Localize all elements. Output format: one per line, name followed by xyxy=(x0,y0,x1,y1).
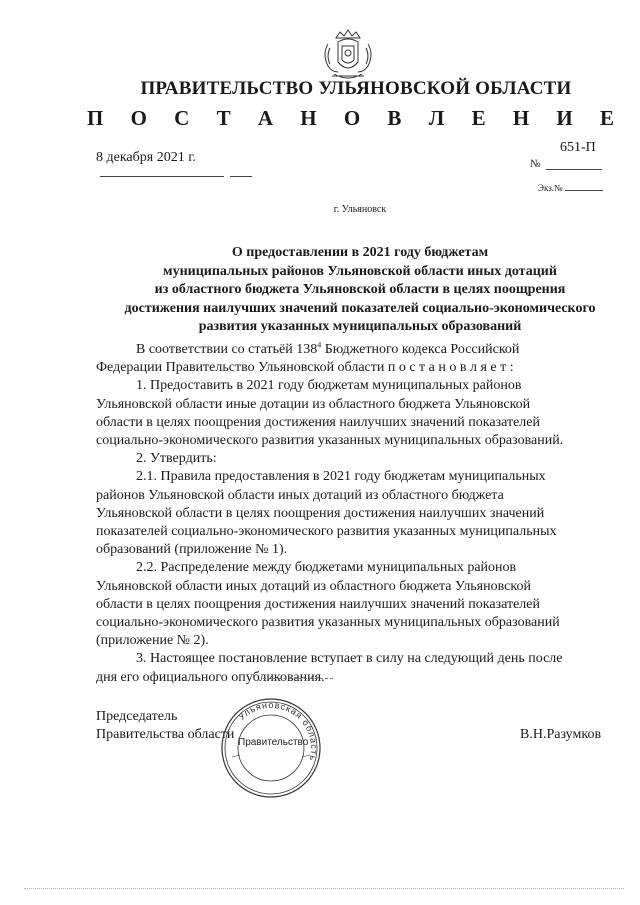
copy-underline xyxy=(565,190,603,191)
paragraph-line: районов Ульяновской области иных дотаций из областного бюджета xyxy=(96,487,504,503)
copy-label: Экз.№ xyxy=(538,183,563,193)
article-superscript: 4 xyxy=(317,340,322,350)
bottom-edge-dots xyxy=(24,888,624,891)
paragraph-line: дня его официального опубликования. xyxy=(96,669,325,685)
government-name: ПРАВИТЕЛЬСТВО УЛЬЯНОВСКОЙ ОБЛАСТИ xyxy=(140,78,572,99)
title-line: из областного бюджета Ульяновской области в целях поощрения xyxy=(154,282,566,297)
preamble-text xyxy=(136,341,519,359)
paragraph-line: 2. Утвердить: xyxy=(136,451,217,467)
paragraph-line: 1. Предоставить в 2021 году бюджетам муниципальных районов xyxy=(136,378,522,394)
svg-text:Ульяновская область: Ульяновская область xyxy=(236,699,320,763)
seal-center-text: Правительство xyxy=(238,737,309,748)
paragraph-line: Ульяновской области иных дотаций из областного бюджета Ульяновской xyxy=(96,578,531,594)
number-label: № xyxy=(530,158,541,170)
number-underline xyxy=(546,169,602,170)
paragraph-line: Ульяновской области иные дотации из областного бюджета Ульяновской xyxy=(96,396,531,412)
document-date: 8 декабря 2021 г. xyxy=(96,150,196,165)
title-line: достижения наилучших значений показателей социально-экономического xyxy=(124,300,596,316)
paragraph-line: образований (приложение № 1). xyxy=(96,542,288,558)
paragraph-line: области в целях поощрения достижения наилучших значений показателей xyxy=(96,596,540,612)
document-title xyxy=(80,244,640,337)
signer-name: В.Н.Разумков xyxy=(520,727,602,742)
title-line: развития указанных муниципальных образований xyxy=(198,319,522,334)
paragraph-line: (приложение № 2). xyxy=(96,633,209,649)
title-line: О предоставлении в 2021 году бюджетам xyxy=(231,245,489,260)
official-seal-icon xyxy=(220,697,322,799)
paragraph-line: 2.2. Распределение между бюджетами муниципальных районов xyxy=(136,560,517,576)
preamble-part: В соответствии со статьёй 138 xyxy=(136,342,318,357)
document-type: П О С Т А Н О В Л Е Н И Е xyxy=(86,106,625,130)
paragraph-line: 2.1. Правила предоставления в 2021 году бюджетам муниципальных xyxy=(136,469,546,485)
preamble-line: Федерации Правительство Ульяновской области п о с т а н о в л я е т : xyxy=(96,360,514,376)
coat-of-arms-icon xyxy=(318,28,378,84)
preamble-line xyxy=(96,341,604,359)
paragraph-line: 3. Настоящее постановление вступает в силу на следующий день после xyxy=(136,651,563,667)
document-number: 651-П xyxy=(560,140,596,155)
paragraph-line: показателей социально-экономического развития указанных муниципальных xyxy=(96,524,557,540)
paragraph-line: социально-экономического развития указанных муниципальных образований. xyxy=(96,433,564,449)
date-underline-short xyxy=(230,176,252,177)
paragraph-line: социально-экономического развития указанных муниципальных образований xyxy=(96,615,560,631)
signer-position-line: Правительства области xyxy=(96,727,235,742)
paragraph-line: Ульяновской области в целях поощрения достижения наилучших значений xyxy=(96,505,545,521)
preamble-part: Бюджетного кодекса Российской xyxy=(324,342,520,357)
signer-position xyxy=(96,708,234,744)
paragraph-line: области в целях поощрения достижения наилучших значений показателей xyxy=(96,414,540,430)
date-underline xyxy=(100,176,224,177)
city: г. Ульяновск xyxy=(333,204,387,215)
title-line: муниципальных районов Ульяновской области иных дотаций xyxy=(163,263,557,279)
document-body xyxy=(96,341,604,687)
separator-line xyxy=(263,678,333,679)
signer-position-line: Председатель xyxy=(96,709,178,724)
